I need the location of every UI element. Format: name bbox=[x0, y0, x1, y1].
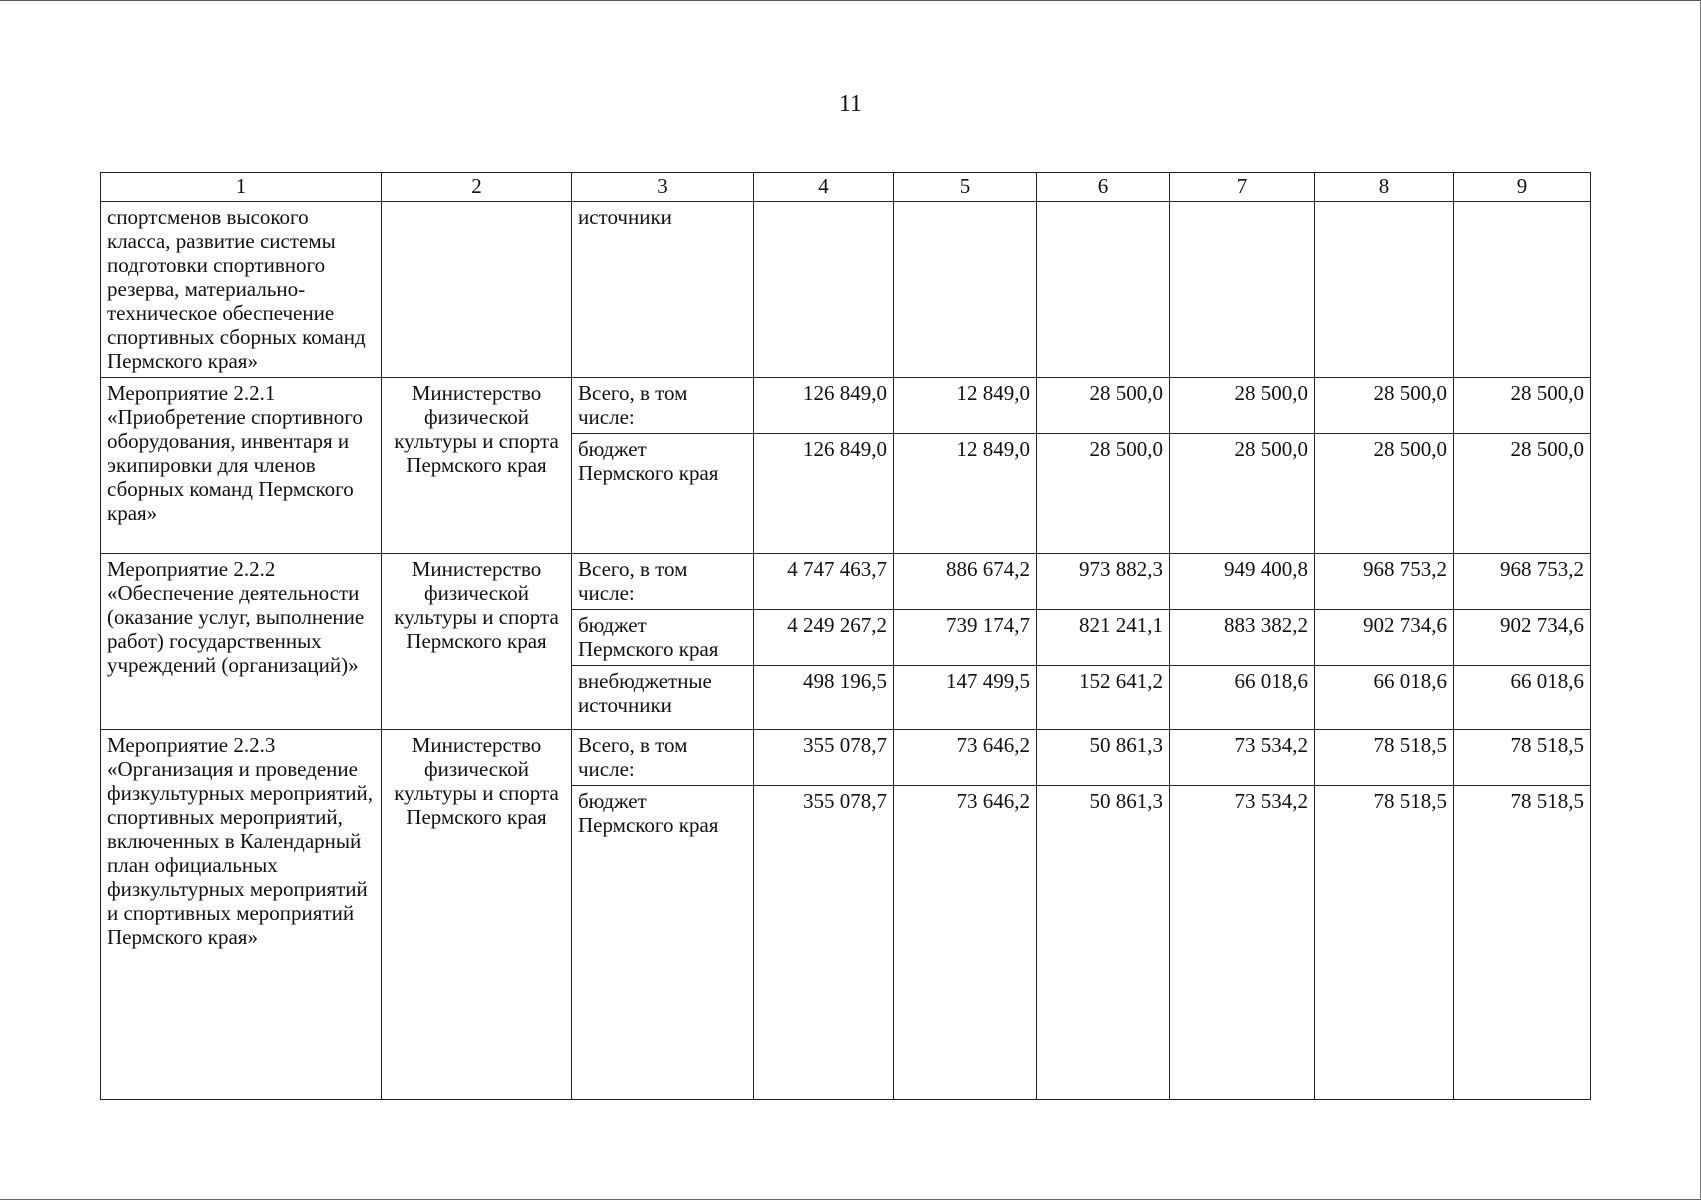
value-cell: 949 400,8 bbox=[1170, 554, 1315, 610]
value-cell: 28 500,0 bbox=[1454, 434, 1591, 554]
funding-source: Всего, в том числе: bbox=[572, 378, 754, 434]
value-cell: 126 849,0 bbox=[754, 378, 894, 434]
value-cell: 78 518,5 bbox=[1454, 730, 1591, 786]
value-cell: 50 861,3 bbox=[1037, 730, 1170, 786]
column-number: 9 bbox=[1454, 173, 1591, 202]
value-cell: 902 734,6 bbox=[1454, 610, 1591, 666]
value-cell: 968 753,2 bbox=[1315, 554, 1454, 610]
value-cell: 739 174,7 bbox=[894, 610, 1037, 666]
value-cell: 78 518,5 bbox=[1315, 730, 1454, 786]
value-cell bbox=[754, 202, 894, 378]
value-cell: 28 500,0 bbox=[1037, 378, 1170, 434]
value-cell: 973 882,3 bbox=[1037, 554, 1170, 610]
value-cell bbox=[1315, 202, 1454, 378]
value-cell: 12 849,0 bbox=[894, 434, 1037, 554]
responsible-party: Министерство физической культуры и спорта Пермского края bbox=[382, 378, 572, 554]
responsible-party: Министерство физической культуры и спорта Пермского края bbox=[382, 730, 572, 1100]
value-cell: 28 500,0 bbox=[1170, 378, 1315, 434]
measure-name: Мероприятие 2.2.2 «Обеспечение деятельности (оказание услуг, выполнение работ) государственных учреждений (организаций)» bbox=[101, 554, 382, 730]
funding-source: бюджет Пермского края bbox=[572, 434, 754, 554]
value-cell: 73 534,2 bbox=[1170, 730, 1315, 786]
table-row bbox=[101, 730, 1591, 786]
table-row bbox=[101, 554, 1591, 610]
value-cell: 902 734,6 bbox=[1315, 610, 1454, 666]
value-cell: 66 018,6 bbox=[1454, 666, 1591, 730]
value-cell: 50 861,3 bbox=[1037, 786, 1170, 1100]
responsible-party: Министерство физической культуры и спорта Пермского края bbox=[382, 554, 572, 730]
page-number: 11 bbox=[838, 91, 863, 117]
value-cell bbox=[894, 202, 1037, 378]
column-number-row bbox=[101, 173, 1591, 202]
value-cell bbox=[1037, 202, 1170, 378]
value-cell: 147 499,5 bbox=[894, 666, 1037, 730]
value-cell: 73 646,2 bbox=[894, 730, 1037, 786]
responsible-cell bbox=[382, 202, 572, 378]
measure-name-continuation: спортсменов высокого класса, развитие системы подготовки спортивного резерва, материально-техническое обеспечение спортивных сборных команд Пермского края» bbox=[101, 202, 382, 378]
value-cell: 883 382,2 bbox=[1170, 610, 1315, 666]
column-number: 2 bbox=[382, 173, 572, 202]
column-number: 7 bbox=[1170, 173, 1315, 202]
column-number: 8 bbox=[1315, 173, 1454, 202]
column-number: 5 bbox=[894, 173, 1037, 202]
value-cell: 4 747 463,7 bbox=[754, 554, 894, 610]
value-cell: 12 849,0 bbox=[894, 378, 1037, 434]
value-cell: 28 500,0 bbox=[1315, 378, 1454, 434]
value-cell: 78 518,5 bbox=[1454, 786, 1591, 1100]
value-cell: 126 849,0 bbox=[754, 434, 894, 554]
column-number: 6 bbox=[1037, 173, 1170, 202]
value-cell: 4 249 267,2 bbox=[754, 610, 894, 666]
column-number: 1 bbox=[101, 173, 382, 202]
value-cell bbox=[1170, 202, 1315, 378]
funding-source: источники bbox=[572, 202, 754, 378]
page-edge-top bbox=[0, 0, 1701, 1]
budget-table bbox=[100, 172, 1591, 1100]
funding-source: Всего, в том числе: bbox=[572, 554, 754, 610]
value-cell: 821 241,1 bbox=[1037, 610, 1170, 666]
value-cell: 66 018,6 bbox=[1315, 666, 1454, 730]
value-cell: 28 500,0 bbox=[1037, 434, 1170, 554]
value-cell bbox=[1454, 202, 1591, 378]
value-cell: 152 641,2 bbox=[1037, 666, 1170, 730]
value-cell: 73 534,2 bbox=[1170, 786, 1315, 1100]
value-cell: 73 646,2 bbox=[894, 786, 1037, 1100]
value-cell: 886 674,2 bbox=[894, 554, 1037, 610]
value-cell: 28 500,0 bbox=[1170, 434, 1315, 554]
value-cell: 28 500,0 bbox=[1315, 434, 1454, 554]
funding-source: бюджет Пермского края bbox=[572, 786, 754, 1100]
funding-source: бюджет Пермского края bbox=[572, 610, 754, 666]
value-cell: 968 753,2 bbox=[1454, 554, 1591, 610]
funding-source: внебюджетные источники bbox=[572, 666, 754, 730]
value-cell: 28 500,0 bbox=[1454, 378, 1591, 434]
continuation-row bbox=[101, 202, 1591, 378]
value-cell: 66 018,6 bbox=[1170, 666, 1315, 730]
value-cell: 355 078,7 bbox=[754, 730, 894, 786]
table-row bbox=[101, 378, 1591, 434]
column-number: 4 bbox=[754, 173, 894, 202]
value-cell: 498 196,5 bbox=[754, 666, 894, 730]
funding-source: Всего, в том числе: bbox=[572, 730, 754, 786]
measure-name: Мероприятие 2.2.3 «Организация и проведение физкультурных мероприятий, спортивных мероприятий, включенных в Календарный план официальных физкультурных мероприятий и спортивных мероприятий Пермского края» bbox=[101, 730, 382, 1100]
value-cell: 78 518,5 bbox=[1315, 786, 1454, 1100]
value-cell: 355 078,7 bbox=[754, 786, 894, 1100]
measure-name: Мероприятие 2.2.1 «Приобретение спортивного оборудования, инвентаря и экипировки для членов сборных команд Пермского края» bbox=[101, 378, 382, 554]
column-number: 3 bbox=[572, 173, 754, 202]
